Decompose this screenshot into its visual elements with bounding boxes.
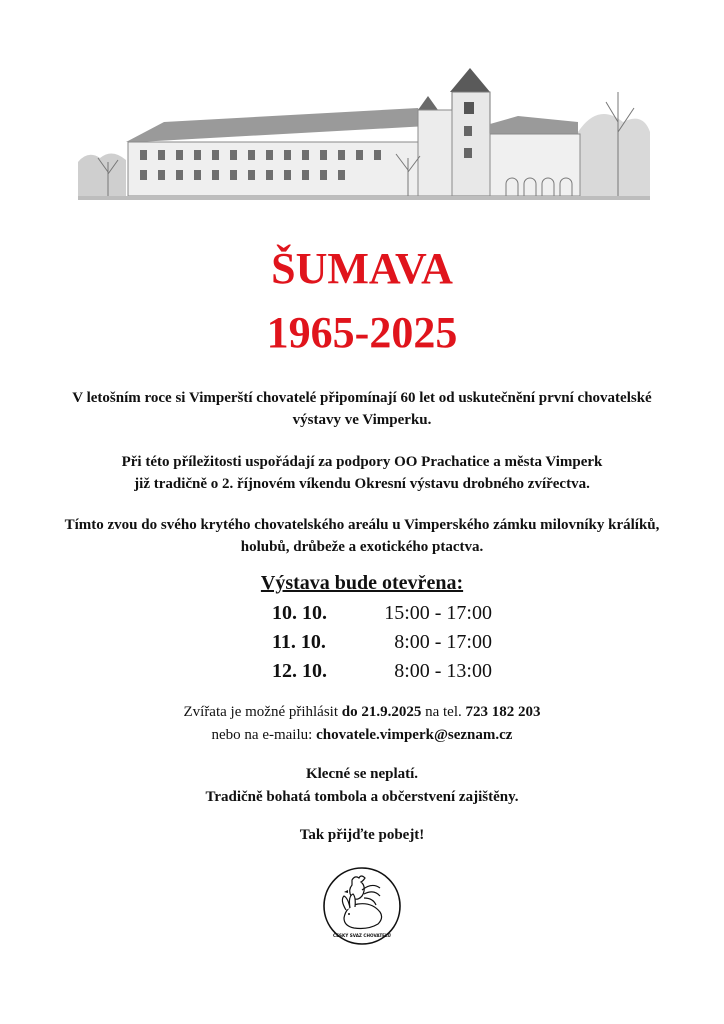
opening-heading: Výstava bude otevřena:: [260, 572, 464, 594]
invitation-line-1: Tímto zvou do svého krytého chovatelského areálu u Vimperského zámku milovníky králíků,: [64, 517, 660, 533]
email-label: nebo na e-mailu:: [211, 727, 317, 743]
opening-hours-list: [272, 598, 492, 688]
breeders-union-logo-icon: [322, 866, 402, 946]
fee-note: Klecné se neplatí.: [305, 766, 419, 782]
intro-paragraph: [30, 387, 694, 431]
registration-line: [0, 701, 724, 724]
registration-deadline: do 21.9.2025: [341, 704, 422, 720]
opening-date: 10. 10.: [272, 602, 327, 624]
opening-row: [272, 598, 492, 628]
closing-note: Tak přijďte pobejt!: [299, 827, 425, 843]
intro-line-1: V letošním roce si Vimperští chovatelé připomínají 60 let od uskutečnění první chovatelské: [72, 390, 652, 406]
opening-time: 8:00 - 17:00: [394, 631, 492, 653]
occasion-line-2: již tradičně o 2. říjnovém víkendu Okresní výstavu drobného zvířectva.: [134, 476, 590, 492]
opening-date: 12. 10.: [272, 660, 327, 682]
logo-text: ČESKÝ SVAZ CHOVATELŮ: [333, 933, 391, 938]
occasion-paragraph: [30, 451, 694, 495]
phone-number: 723 182 203: [465, 704, 541, 720]
opening-row: [272, 656, 492, 686]
email-line: [0, 724, 724, 747]
castle-photo-icon: [78, 62, 650, 200]
title-years: 1965-2025: [266, 308, 458, 357]
invitation-paragraph: [30, 514, 694, 558]
email-address: chovatele.vimperk@seznam.cz: [316, 727, 513, 743]
occasion-line-1: Při této příležitosti uspořádají za podpory OO Prachatice a města Vimperk: [121, 454, 603, 470]
intro-line-2: výstavy ve Vimperku.: [292, 412, 432, 428]
registration-text: Zvířata je možné přihlásit: [183, 704, 342, 720]
opening-row: [272, 627, 492, 657]
invitation-line-2: holubů, drůbeže a exotického ptactva.: [240, 539, 484, 555]
tombola-note: Tradičně bohatá tombola a občerstvení zajištěny.: [205, 789, 519, 805]
registration-tel-label: na tel.: [421, 704, 466, 720]
title-sumava: ŠUMAVA: [271, 244, 453, 293]
opening-date: 11. 10.: [272, 631, 326, 653]
opening-time: 15:00 - 17:00: [384, 602, 492, 624]
opening-time: 8:00 - 13:00: [394, 660, 492, 682]
